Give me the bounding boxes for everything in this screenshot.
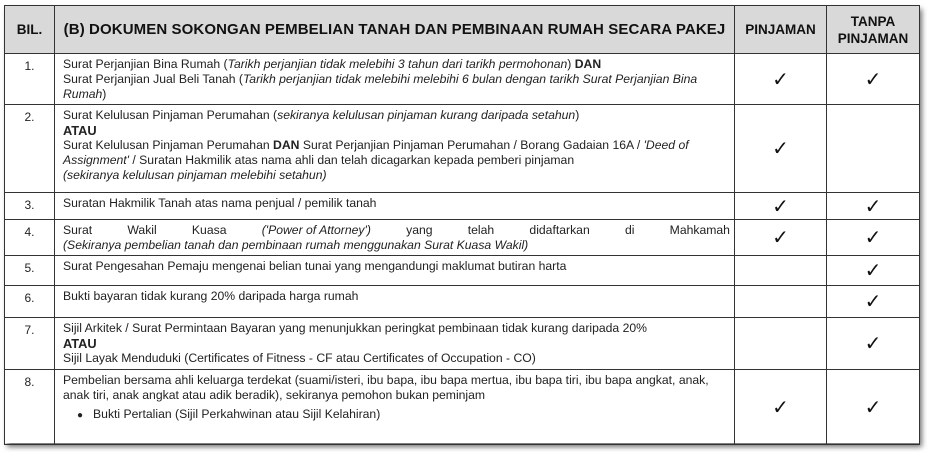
check-icon: ✓	[864, 260, 882, 282]
row-number: 2.	[5, 105, 55, 193]
header-pinjaman: PINJAMAN	[735, 6, 827, 54]
check-icon: ✓	[864, 291, 882, 313]
check-icon: ✓	[864, 227, 882, 249]
tanpa-pinjaman-check	[827, 220, 920, 256]
pinjaman-check	[735, 318, 827, 370]
pinjaman-check	[735, 193, 827, 220]
row-number: 5.	[5, 256, 55, 286]
tanpa-pinjaman-check	[827, 286, 920, 318]
table-row	[5, 256, 920, 286]
pinjaman-check	[735, 286, 827, 318]
row-number: 4.	[5, 220, 55, 256]
row-number: 3.	[5, 193, 55, 220]
row-description: Surat Wakil Kuasa ('Power of Attorney') yang telah didaftarkan di Mahkamah (Sekiranya pembelian tanah dan pembinaan rumah menggunakan Surat Kuasa Wakil)	[55, 220, 735, 256]
table-row	[5, 54, 920, 105]
table-row	[5, 220, 920, 256]
check-icon: ✓	[772, 396, 789, 419]
pinjaman-check	[735, 220, 827, 256]
check-icon: ✓	[772, 68, 789, 91]
pinjaman-check	[735, 256, 827, 286]
row-description: Bukti bayaran tidak kurang 20% daripada harga rumah	[55, 286, 735, 318]
check-icon: ✓	[864, 333, 882, 355]
pinjaman-check	[735, 370, 827, 445]
row-number: 1.	[5, 54, 55, 105]
tanpa-pinjaman-check	[827, 256, 920, 286]
row-description: Surat Kelulusan Pinjaman Perumahan (sekiranya kelulusan pinjaman kurang daripada setahun) ATAU Surat Kelulusan Pinjaman Perumahan DAN Surat Perjanjian Pinjaman Perumahan / Borang Gadaian 16A / 'Deed of Assignment' / Suratan Hakmilik atas nama ahli dan telah dicagarkan kepada pemberi pinjaman (sekiranya kelulusan pinjaman melebihi setahun)	[55, 105, 735, 193]
header-row	[5, 6, 920, 54]
document-frame	[4, 5, 919, 443]
tanpa-pinjaman-check	[827, 318, 920, 370]
row-description: Surat Perjanjian Bina Rumah (Tarikh perjanjian tidak melebihi 3 tahun dari tarikh permohonan) DAN Surat Perjanjian Jual Beli Tanah (Tarikh perjanjian tidak melebihi melebihi 6 bulan dengan tarikh Surat Perjanjian Bina Rumah)	[55, 54, 735, 105]
check-icon: ✓	[772, 195, 789, 218]
header-title: (B) DOKUMEN SOKONGAN PEMBELIAN TANAH DAN PEMBINAAN RUMAH SECARA PAKEJ	[55, 6, 735, 54]
check-icon: ✓	[864, 195, 882, 218]
pinjaman-check	[735, 105, 827, 193]
row-description: Pembelian bersama ahli keluarga terdekat (suami/isteri, ibu bapa, ibu bapa mertua, ibu bapa tiri, ibu bapa angkat, anak, anak tiri, anak angkat atau adik beradik), sekiranya pemohon bukan peminjam ● Bukti Pertalian (Sijil Perkahwinan atau Sijil Kelahiran)	[55, 370, 735, 445]
row-number: 8.	[5, 370, 55, 445]
pinjaman-check	[735, 54, 827, 105]
table-row	[5, 318, 920, 370]
check-icon: ✓	[864, 396, 882, 419]
table-row	[5, 286, 920, 318]
header-tanpa-pinjaman: TANPA PINJAMAN	[827, 6, 920, 54]
row-description: Sijil Arkitek / Surat Permintaan Bayaran yang menunjukkan peringkat pembinaan tidak kurang daripada 20% ATAU Sijil Layak Menduduki (Certificates of Fitness - CF atau Certificates of Occupation - CO)	[55, 318, 735, 370]
supporting-documents-table	[4, 5, 920, 445]
check-icon: ✓	[772, 138, 789, 160]
table-row	[5, 105, 920, 193]
row-description: Surat Pengesahan Pemaju mengenai belian tunai yang mengandungi maklumat butiran harta	[55, 256, 735, 286]
tanpa-pinjaman-check	[827, 105, 920, 193]
bullet-icon: ●	[77, 410, 84, 421]
row-description: Suratan Hakmilik Tanah atas nama penjual / pemilik tanah	[55, 193, 735, 220]
header-bil: BIL.	[5, 6, 55, 54]
row-number: 7.	[5, 318, 55, 370]
check-icon: ✓	[864, 68, 882, 91]
tanpa-pinjaman-check	[827, 193, 920, 220]
tanpa-pinjaman-check	[827, 370, 920, 445]
table-row	[5, 193, 920, 220]
table-row	[5, 370, 920, 445]
row-number: 6.	[5, 286, 55, 318]
check-icon: ✓	[772, 227, 789, 249]
tanpa-pinjaman-check	[827, 54, 920, 105]
